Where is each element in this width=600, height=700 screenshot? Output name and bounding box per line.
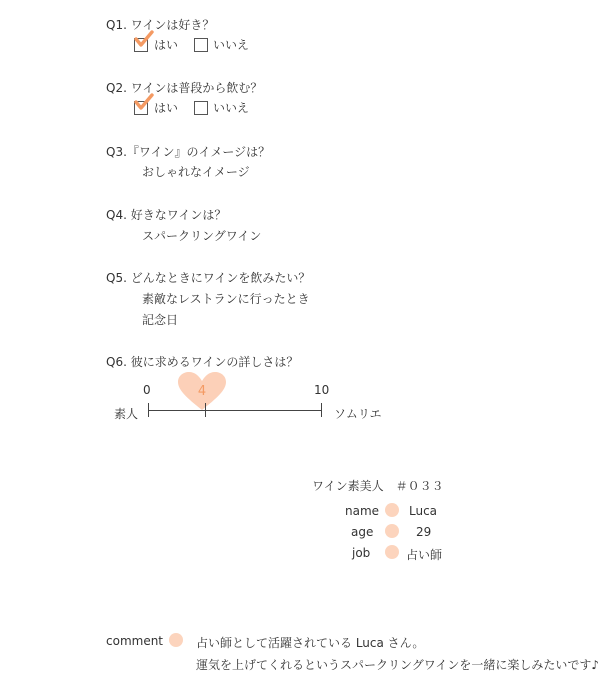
scale-tick-min [148,403,149,417]
profile-name-label: name [345,504,380,518]
profile-age-value: 29 [416,525,432,539]
scale-left-label: 素人 [114,407,139,421]
q5-question: Q5. どんなときにワインを飲みたい？ [106,271,311,285]
scale-min-label: 0 [143,383,151,397]
profile-job-value: 占い師 [406,548,443,562]
scale-line [148,410,322,411]
q1-question: Q1. ワインは好き？ [106,18,215,32]
q1-yes-label: はい [154,38,179,52]
bullet-dot-icon [385,545,399,559]
scale-tick-value [205,403,206,417]
check-icon [133,30,155,48]
q2-yes-checkbox[interactable] [134,101,148,115]
scale-value: 4 [197,384,207,399]
q5-answer-2: 記念日 [142,313,179,327]
comment-label: comment [106,634,164,648]
scale-tick-max [321,403,322,417]
profile-name-value: Luca [409,504,438,518]
bullet-dot-icon [385,503,399,517]
q2-no-checkbox[interactable] [194,101,208,115]
q6-question: Q6. 彼に求めるワインの詳しさは？ [106,355,299,369]
check-icon [133,93,155,111]
scale-right-label: ソムリエ [334,407,382,421]
profile-age-label: age [351,525,374,539]
q5-answer-1: 素敵なレストランに行ったとき [142,292,310,306]
q2-yes-label: はい [154,101,179,115]
q4-question: Q4. 好きなワインは？ [106,208,227,222]
comment-line-1: 占い師として活躍されている Luca さん。 [196,636,425,650]
q1-no-checkbox[interactable] [194,38,208,52]
scale-max-label: 10 [314,383,330,397]
q1-yes-checkbox[interactable] [134,38,148,52]
q1-no-label: いいえ [213,38,250,52]
bullet-dot-icon [169,633,183,647]
q2-no-label: いいえ [213,101,250,115]
q3-question: Q3.『ワイン』のイメージは？ [106,145,271,159]
q3-answer: おしゃれなイメージ [142,165,250,179]
comment-line-2: 運気を上げてくれるというスパークリングワインを一緒に楽しみたいです♪ [196,658,600,672]
q2-question: Q2. ワインは普段から飲む？ [106,81,263,95]
profile-title: ワイン素美人 ＃０３３ [312,479,444,493]
profile-job-label: job [352,546,371,560]
bullet-dot-icon [385,524,399,538]
q4-answer: スパークリングワイン [142,229,262,243]
